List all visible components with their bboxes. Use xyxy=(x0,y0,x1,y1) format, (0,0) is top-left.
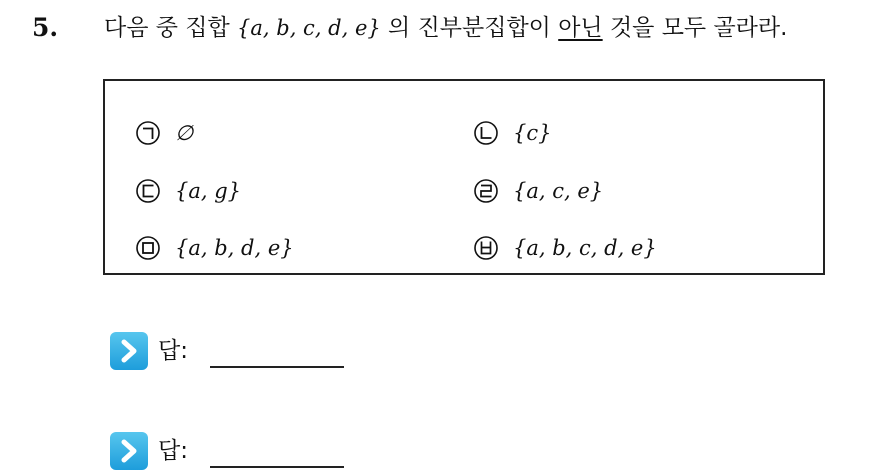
circled-rieul-icon xyxy=(473,178,499,204)
choice-marker-circle xyxy=(135,235,161,261)
choice-marker-circle xyxy=(473,178,499,204)
question-text-before: 다음 중 집합 xyxy=(104,15,238,41)
chevron-right-icon xyxy=(110,332,148,370)
answer-label: 답: xyxy=(158,338,188,364)
choice-marker-circle xyxy=(135,178,161,204)
question-text-middle: 의 진부분집합이 xyxy=(380,15,559,41)
answer-row xyxy=(110,330,344,370)
choice-item xyxy=(473,176,603,206)
circled-mieum-icon xyxy=(135,235,161,261)
arrow-badge xyxy=(110,432,148,470)
choice-item xyxy=(473,233,657,263)
choice-item xyxy=(135,233,294,263)
circled-digeut-icon xyxy=(135,178,161,204)
choice-marker-circle xyxy=(135,120,161,146)
circled-nieun-icon xyxy=(473,120,499,146)
question-number: 5. xyxy=(32,13,59,42)
question-text-after: 것을 모두 골라라. xyxy=(602,15,788,41)
choice-marker-circle xyxy=(473,235,499,261)
choice-value: {a, g} xyxy=(175,179,242,203)
choice-value: {a, b, c, d, e} xyxy=(513,236,657,260)
circled-bieup-icon xyxy=(473,235,499,261)
answer-label: 답: xyxy=(158,438,188,464)
choice-marker-circle xyxy=(473,120,499,146)
choice-item xyxy=(473,118,551,148)
arrow-badge xyxy=(110,332,148,370)
chevron-right-icon xyxy=(110,432,148,470)
question-emphasis: 아닌 xyxy=(558,15,603,41)
circled-giyeok-icon xyxy=(135,120,161,146)
answer-row xyxy=(110,430,344,470)
answer-blank[interactable] xyxy=(210,366,344,368)
choice-value: {c} xyxy=(513,121,552,145)
choice-item xyxy=(135,118,193,148)
choice-box xyxy=(103,79,825,275)
choice-value: {a, c, e} xyxy=(513,179,604,203)
question-text xyxy=(104,13,787,43)
answer-blank[interactable] xyxy=(210,466,344,468)
choice-value: ∅ xyxy=(175,121,194,145)
choice-item xyxy=(135,176,241,206)
question-set: {a, b, c, d, e} xyxy=(237,16,381,40)
choice-value: {a, b, d, e} xyxy=(175,236,294,260)
